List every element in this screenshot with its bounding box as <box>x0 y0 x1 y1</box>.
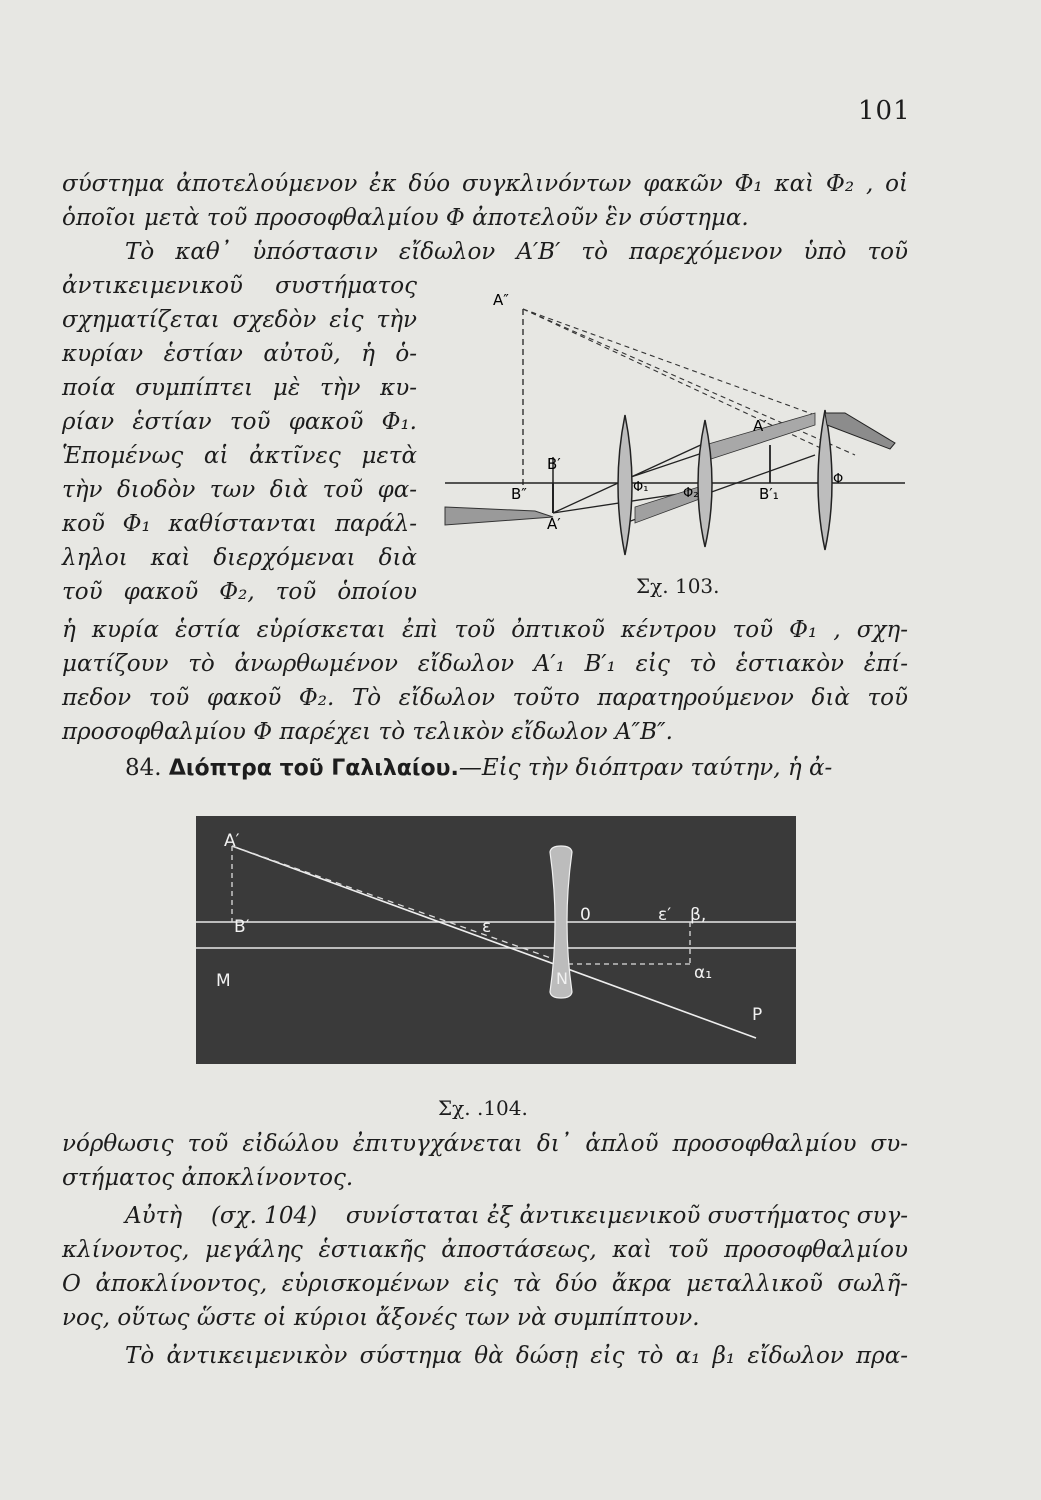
section-heading <box>125 754 832 783</box>
label: P <box>752 1005 763 1025</box>
text-line: νόρθωσις τοῦ εἰδώλου ἐπιτυγχάνεται δι᾽ ἁπλοῦ προσοφθαλμίου συ- <box>62 1131 908 1157</box>
figure-103 <box>435 285 905 605</box>
ray-bundle <box>825 413 895 449</box>
label: A″ <box>493 291 509 309</box>
label: M <box>216 971 231 991</box>
label: 0 <box>580 905 591 925</box>
text-line: τὴν διοδὸν των διὰ τοῦ φα- <box>62 477 417 503</box>
text-line: ποία συμπίπτει μὲ τὴν κυ- <box>62 375 417 401</box>
text-line: κοῦ Φ₁ καθίστανται παράλ- <box>62 511 417 537</box>
figure-caption: Σχ. 103. <box>636 574 720 598</box>
text-line: στήματος ἀποκλίνοντος. <box>62 1165 354 1191</box>
label: B″ <box>511 485 527 503</box>
figure-background <box>196 816 796 1064</box>
text-line: σχηματίζεται σχεδὸν εἰς τὴν <box>62 307 417 333</box>
text-line: ὁποῖοι μετὰ τοῦ προσοφθαλμίου Φ ἀποτελοῦν ἓν σύστημα. <box>62 205 749 231</box>
label: B′₁ <box>759 485 779 503</box>
text-line: ληλοι καὶ διερχόμεναι διὰ <box>62 545 417 571</box>
label: A′ <box>224 831 240 851</box>
text-line: κλίνοντος, μεγάλης ἑστιακῆς ἀποστάσεως, καὶ τοῦ προσοφθαλμίου <box>62 1237 908 1263</box>
figure-reference: (σχ. 104) <box>210 1203 318 1229</box>
text-line: τοῦ φακοῦ Φ₂, τοῦ ὁποίου <box>62 579 417 605</box>
text-line: προσοφθαλμίου Φ παρέχει τὸ τελικὸν εἴδωλον Α″Β″. <box>62 719 673 745</box>
label: A′ <box>753 417 767 435</box>
text-span: συνίσταται ἐξ ἀντικειμενικοῦ συστήματος συγ- <box>345 1203 908 1229</box>
text-line: Ο ἀποκλίνοντος, εὑρισκομένων εἰς τὰ δύο ἄκρα μεταλλικοῦ σωλῆ- <box>62 1271 908 1297</box>
dashed-ray <box>523 309 855 455</box>
label: Φ₁ <box>633 480 649 495</box>
ray-bundle <box>445 507 553 525</box>
page-number: 101 <box>858 96 911 126</box>
text-span: Αὐτὴ <box>125 1203 183 1229</box>
text-line: Τὸ καθ᾽ ὑπόστασιν εἴδωλον Α′Β′ τὸ παρεχόμενον ὑπὸ τοῦ <box>125 239 908 265</box>
label: A′ <box>547 515 561 533</box>
section-title: Διόπτρα τοῦ Γαλιλαίου. <box>168 756 459 781</box>
figure-caption: Σχ. .104. <box>438 1096 528 1120</box>
text-line: νος, οὕτως ὥστε οἱ κύριοι ἄξονές των νὰ συμπίπτουν. <box>62 1305 700 1331</box>
text-line: Τὸ ἀντικειμενικὸν σύστημα θὰ δώσῃ εἰς τὸ α₁ β₁ εἴδωλον πρα- <box>125 1343 908 1369</box>
section-text: —Εἰς τὴν διόπτραν ταύτην, ἡ ἀ- <box>458 755 833 781</box>
lens-phi <box>818 410 832 550</box>
lens-phi1 <box>618 415 632 555</box>
label: Φ₂ <box>683 486 699 501</box>
lens-phi2 <box>698 420 712 547</box>
text-line: ἀντικειμενικοῦ συστήματος <box>62 273 417 299</box>
text-line: ρίαν ἑστίαν τοῦ φακοῦ Φ₁. <box>62 409 417 435</box>
label: B′ <box>547 455 561 473</box>
label: ε <box>482 917 492 937</box>
label: β, <box>690 905 707 925</box>
label: B′ <box>234 917 250 937</box>
text-line <box>125 1202 908 1230</box>
label: ε′ <box>658 905 672 925</box>
label: Φ <box>833 472 844 487</box>
text-line: κυρίαν ἑστίαν αὐτοῦ, ἡ ὁ- <box>62 341 417 367</box>
text-line: πεδον τοῦ φακοῦ Φ₂. Τὸ εἴδωλον τοῦτο παρατηρούμενον διὰ τοῦ <box>62 685 908 711</box>
figure-104 <box>196 816 796 1064</box>
text-line: ματίζουν τὸ ἀνωρθωμένον εἴδωλον Α′₁ Β′₁ εἰς τὸ ἑστιακὸν ἐπί- <box>62 651 908 677</box>
label: N <box>556 969 568 988</box>
text-line: σύστημα ἀποτελούμενον ἐκ δύο συγκλινόντων φακῶν Φ₁ καὶ Φ₂ , οἱ <box>62 171 908 197</box>
label: α₁ <box>694 963 713 983</box>
text-line: ἡ κυρία ἑστία εὑρίσκεται ἐπὶ τοῦ ὀπτικοῦ κέντρου τοῦ Φ₁ , σχη- <box>62 617 908 643</box>
text-line: Ἑπομένως αἱ ἀκτῖνες μετὰ <box>62 443 417 469</box>
section-number: 84. <box>125 755 162 781</box>
dashed-ray <box>523 309 815 415</box>
